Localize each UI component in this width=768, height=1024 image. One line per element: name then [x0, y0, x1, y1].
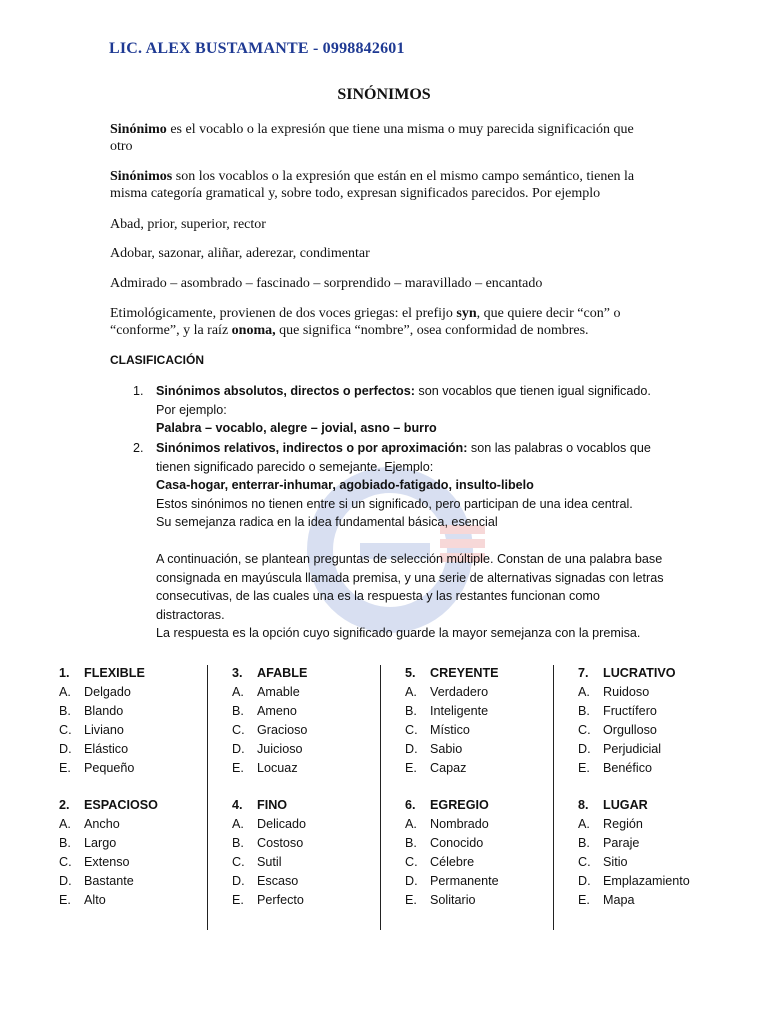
answer-option — [405, 872, 575, 891]
option-letter: B. — [232, 836, 244, 850]
question-premise — [578, 796, 748, 815]
answer-option — [59, 759, 229, 778]
option-text: Perjudicial — [603, 742, 662, 756]
premise-word: EGREGIO — [430, 798, 489, 812]
question-column — [405, 664, 575, 910]
option-text: Ancho — [84, 817, 120, 831]
option-text: Largo — [84, 836, 117, 850]
answer-option — [232, 853, 402, 872]
option-text: Capaz — [430, 761, 467, 775]
option-letter: B. — [578, 704, 590, 718]
question — [578, 664, 748, 778]
question-premise — [59, 796, 229, 815]
etym-bold: syn — [456, 306, 477, 321]
option-text: Solitario — [430, 893, 476, 907]
list-item — [133, 382, 663, 438]
option-text: Extenso — [84, 855, 130, 869]
option-letter: B. — [59, 836, 71, 850]
option-text: Elástico — [84, 742, 129, 756]
option-letter: E. — [232, 761, 244, 775]
intro-text: La respuesta es la opción cuyo significado guarde la mayor semejanza con la premisa. — [156, 626, 641, 640]
question — [405, 796, 575, 910]
option-text: Célebre — [430, 855, 475, 869]
answer-option — [232, 759, 402, 778]
option-letter: C. — [405, 855, 418, 869]
list-text: son las palabras o vocablos que tienen significado parecido o semejante. Ejemplo: — [156, 441, 651, 474]
answer-option — [578, 740, 748, 759]
answer-option — [405, 891, 575, 910]
option-letter: D. — [578, 742, 591, 756]
option-letter: D. — [59, 742, 72, 756]
etym-text: Etimológicamente, provienen de dos voces griegas: el prefijo — [110, 306, 457, 321]
answer-option — [578, 872, 748, 891]
intro-paragraph — [156, 550, 666, 643]
option-letter: B. — [578, 836, 590, 850]
answer-option — [578, 834, 748, 853]
answer-option — [59, 815, 229, 834]
term: Sinónimo — [110, 122, 167, 137]
option-letter: A. — [405, 817, 417, 831]
option-text: Costoso — [257, 836, 304, 850]
answer-option — [578, 853, 748, 872]
answer-option — [578, 891, 748, 910]
definition-text: es el vocablo o la expresión que tiene una misma o muy parecida significación que otro — [110, 122, 634, 154]
example-line: Adobar, sazonar, aliñar, aderezar, condimentar — [110, 246, 370, 261]
list-example: Palabra – vocablo, alegre – jovial, asno – burro — [156, 421, 437, 435]
question-number: 8. — [578, 798, 589, 812]
option-letter: A. — [578, 817, 590, 831]
premise-word: AFABLE — [257, 666, 308, 680]
option-text: Región — [603, 817, 643, 831]
option-letter: C. — [578, 855, 591, 869]
option-letter: E. — [59, 761, 71, 775]
option-letter: B. — [405, 704, 417, 718]
answer-option — [232, 740, 402, 759]
list-term: Sinónimos relativos, indirectos o por aproximación: — [156, 441, 468, 455]
answer-option — [578, 683, 748, 702]
option-letter: D. — [405, 874, 418, 888]
option-text: Conocido — [430, 836, 484, 850]
answer-option — [59, 853, 229, 872]
option-text: Escaso — [257, 874, 299, 888]
premise-word: CREYENTE — [430, 666, 499, 680]
option-text: Paraje — [603, 836, 640, 850]
answer-option — [59, 891, 229, 910]
option-letter: E. — [59, 893, 71, 907]
option-letter: B. — [232, 704, 244, 718]
option-text: Gracioso — [257, 723, 308, 737]
option-text: Juicioso — [257, 742, 303, 756]
option-letter: A. — [232, 817, 244, 831]
option-letter: E. — [232, 893, 244, 907]
option-letter: C. — [59, 855, 72, 869]
option-letter: A. — [578, 685, 590, 699]
question-column — [578, 664, 748, 910]
example-line: Abad, prior, superior, rector — [110, 217, 266, 232]
option-letter: C. — [59, 723, 72, 737]
option-text: Pequeño — [84, 761, 135, 775]
option-text: Benéfico — [603, 761, 653, 775]
list-text: Por ejemplo: — [156, 402, 227, 417]
answer-option — [232, 683, 402, 702]
list-term: Sinónimos absolutos, directos o perfectos: — [156, 384, 415, 398]
option-text: Fructífero — [603, 704, 657, 718]
option-text: Inteligente — [430, 704, 489, 718]
list-example: Casa-hogar, enterrar-inhumar, agobiado-fatigado, insulto-libelo — [156, 478, 534, 492]
list-text: son vocablos que tienen igual significado. — [414, 384, 651, 398]
question-number: 7. — [578, 666, 589, 680]
option-text: Sitio — [603, 855, 628, 869]
premise-word: LUCRATIVO — [603, 666, 676, 680]
etym-text: que significa “nombre”, osea conformidad de nombres. — [275, 323, 589, 338]
answer-option — [59, 683, 229, 702]
answer-option — [405, 834, 575, 853]
answer-option — [59, 740, 229, 759]
question — [578, 796, 748, 910]
option-letter: E. — [578, 893, 590, 907]
premise-word: ESPACIOSO — [84, 798, 158, 812]
question-number: 4. — [232, 798, 243, 812]
option-letter: B. — [405, 836, 417, 850]
question-premise — [232, 664, 402, 683]
answer-option — [578, 702, 748, 721]
option-text: Emplazamiento — [603, 874, 690, 888]
premise-word: LUGAR — [603, 798, 648, 812]
option-letter: A. — [232, 685, 244, 699]
question-number: 3. — [232, 666, 243, 680]
answer-option — [232, 872, 402, 891]
answer-option — [232, 891, 402, 910]
page-title: SINÓNIMOS — [337, 86, 431, 103]
option-text: Delicado — [257, 817, 307, 831]
definition-sinonimo — [110, 121, 650, 155]
question — [405, 664, 575, 778]
definition-sinonimos — [110, 168, 650, 202]
section-heading-clasificacion: CLASIFICACIÓN — [110, 353, 204, 367]
option-letter: D. — [578, 874, 591, 888]
etymology-paragraph — [110, 305, 650, 339]
answer-option — [405, 702, 575, 721]
answer-option — [232, 815, 402, 834]
option-letter: B. — [59, 704, 71, 718]
option-letter: C. — [578, 723, 591, 737]
list-number: 2. — [133, 441, 144, 455]
option-letter: A. — [405, 685, 417, 699]
option-letter: A. — [59, 685, 71, 699]
list-item — [133, 439, 663, 532]
option-text: Bastante — [84, 874, 134, 888]
answer-option — [578, 815, 748, 834]
answer-option — [405, 815, 575, 834]
question-premise — [405, 664, 575, 683]
option-text: Alto — [84, 893, 106, 907]
option-letter: E. — [405, 893, 417, 907]
list-text: Estos sinónimos no tienen entre si un significado, pero participan de una idea central. — [156, 496, 633, 511]
option-letter: E. — [578, 761, 590, 775]
option-text: Perfecto — [257, 893, 304, 907]
question-number: 2. — [59, 798, 70, 812]
option-letter: C. — [232, 855, 245, 869]
question — [232, 664, 402, 778]
definition-text: son los vocablos o la expresión que están en el mismo campo semántico, tienen la misma categoría gramatical y, sobre todo, expresan significados parecidos. Por ejemplo — [110, 169, 635, 201]
term: Sinónimos — [110, 169, 173, 184]
answer-option — [405, 721, 575, 740]
option-text: Ameno — [257, 704, 297, 718]
question-column — [59, 664, 229, 910]
option-text: Blando — [84, 704, 124, 718]
option-text: Ruidoso — [603, 685, 650, 699]
option-letter: D. — [405, 742, 418, 756]
question — [59, 796, 229, 910]
question-number: 5. — [405, 666, 416, 680]
list-number: 1. — [133, 384, 144, 398]
answer-option — [405, 853, 575, 872]
option-text: Mapa — [603, 893, 635, 907]
option-text: Sutil — [257, 855, 282, 869]
option-text: Amable — [257, 685, 300, 699]
option-text: Místico — [430, 723, 470, 737]
option-text: Locuaz — [257, 761, 298, 775]
option-letter: D. — [232, 874, 245, 888]
option-text: Verdadero — [430, 685, 489, 699]
option-text: Liviano — [84, 723, 124, 737]
option-text: Sabio — [430, 742, 463, 756]
answer-option — [232, 834, 402, 853]
option-text: Orgulloso — [603, 723, 657, 737]
answer-option — [405, 683, 575, 702]
answer-option — [59, 834, 229, 853]
question-premise — [232, 796, 402, 815]
question — [232, 796, 402, 910]
answer-option — [405, 759, 575, 778]
question — [59, 664, 229, 778]
question-premise — [59, 664, 229, 683]
answer-option — [232, 721, 402, 740]
option-text: Permanente — [430, 874, 499, 888]
answer-option — [59, 721, 229, 740]
author-header: LIC. ALEX BUSTAMANTE - 0998842601 — [109, 40, 405, 57]
option-letter: D. — [59, 874, 72, 888]
option-letter: C. — [232, 723, 245, 737]
question-number: 6. — [405, 798, 416, 812]
premise-word: FINO — [257, 798, 288, 812]
answer-option — [59, 872, 229, 891]
option-letter: D. — [232, 742, 245, 756]
question-premise — [578, 664, 748, 683]
etym-text: , que quiere decir “con” o “conforme”, y la raíz — [110, 306, 621, 338]
option-text: Delgado — [84, 685, 131, 699]
list-text: Su semejanza radica en la idea fundamental básica, esencial — [156, 515, 498, 529]
option-letter: E. — [405, 761, 417, 775]
answer-option — [232, 702, 402, 721]
option-letter: A. — [59, 817, 71, 831]
premise-word: FLEXIBLE — [84, 666, 145, 680]
option-text: Nombrado — [430, 817, 489, 831]
intro-text: A continuación, se plantean preguntas de selección múltiple. Constan de una palabra base consignada en mayúscula llamada premisa, y una serie de alternativas signadas con letras consecutivas, de las cuales una es la respuesta y las restantes funcionan como distractoras. — [156, 552, 664, 622]
answer-option — [405, 740, 575, 759]
example-line: Admirado – asombrado – fascinado – sorprendido – maravillado – encantado — [110, 276, 543, 291]
question-number: 1. — [59, 666, 70, 680]
option-letter: C. — [405, 723, 418, 737]
answer-option — [59, 702, 229, 721]
answer-option — [578, 721, 748, 740]
etym-bold: onoma, — [231, 323, 276, 338]
answer-option — [578, 759, 748, 778]
question-premise — [405, 796, 575, 815]
question-column — [232, 664, 402, 910]
